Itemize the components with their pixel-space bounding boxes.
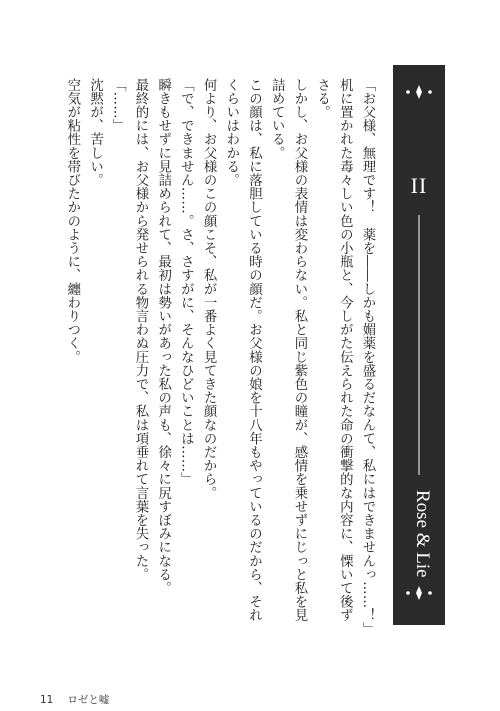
paragraph: 机に置かれた毒々しい色の小瓶と、今しがた伝えられた命の衝撃的な内容に、慄いて後ずさる。 — [314, 78, 353, 622]
paragraph: この顔は、私に落胆している時の顔だ。お父様の娘を十八年もやっているのだから、それくらいはわかる。 — [223, 78, 262, 622]
page-footer — [40, 692, 123, 707]
paragraph: 何より、お父様のこの顔こそ、私が一番よく見てきた顔なのだから。 — [201, 78, 217, 500]
paragraph: しかし、お父様の表情は変わらない。私と同じ紫色の瞳が、感情を乗せずにじっと私を見詰めている。 — [269, 78, 307, 622]
paragraph: 「で、できません……。さ、さすがに、そんなひどいことは……」 — [178, 78, 194, 486]
page-number: 11 — [40, 694, 54, 706]
banner-top-ornament — [406, 85, 432, 99]
book-title: ロゼと嘘 — [67, 694, 110, 706]
body-text — [60, 78, 378, 636]
chapter-number: II — [410, 173, 428, 198]
paragraph: 「お父様、無理です！ 薬を――しかも媚薬を盛るだなんて、私にはできませんっ……！」 — [360, 78, 375, 636]
paragraph: 「……」 — [110, 78, 126, 133]
paragraph: 沈黙が、苦しい。 — [87, 78, 103, 187]
chapter-title: Rose & Lie — [412, 490, 433, 578]
chapter-banner — [393, 65, 445, 625]
paragraph: 最終的には、お父様から発せられる物言わぬ圧力で、私は項垂れて言葉を失った。 — [132, 78, 148, 582]
paragraph: 瞬きもせずに見詰められて、最初は勢いがあった私の声も、徐々に尻すぼみになる。 — [155, 78, 171, 595]
paragraph: 空気が粘性を帯びたかのように、纏わりつく。 — [64, 78, 80, 364]
